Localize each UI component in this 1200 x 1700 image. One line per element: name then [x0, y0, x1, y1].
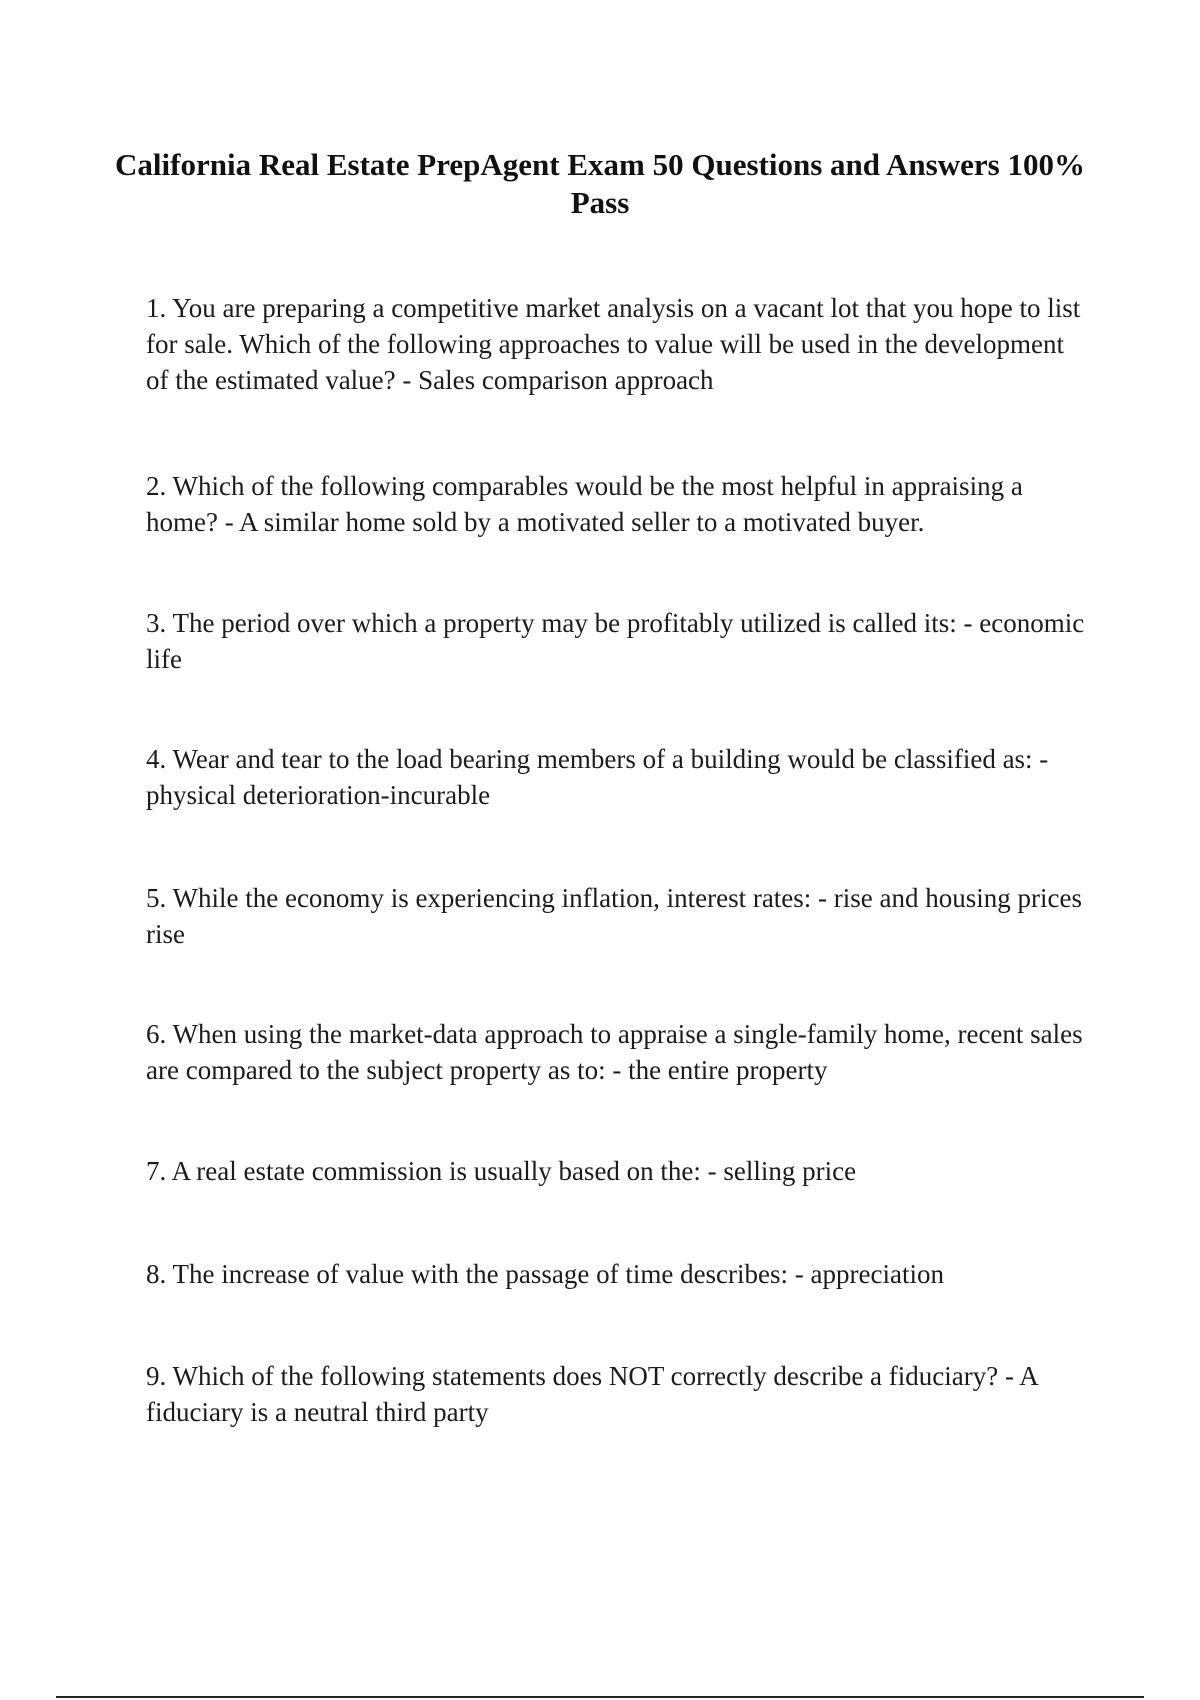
question-item-8: 8. The increase of value with the passage of time describes: - appreciation	[146, 1259, 944, 1289]
question-item-1: 1. You are preparing a competitive market analysis on a vacant lot that you hope to list for sale. Which of the following approaches to value will be used in the development of the estimated value? - Sales comparison approach	[146, 293, 1081, 395]
question-item-9: 9. Which of the following statements does NOT correctly describe a fiduciary? - A fiduciary is a neutral third party	[146, 1361, 1038, 1427]
question-item-7: 7. A real estate commission is usually based on the: - selling price	[146, 1156, 857, 1186]
question-item-3: 3. The period over which a property may be profitably utilized is called its: - economic life	[146, 608, 1085, 674]
question-item-4: 4. Wear and tear to the load bearing members of a building would be classified as: - physical deterioration-incurable	[146, 744, 1049, 810]
question-item-2: 2. Which of the following comparables would be the most helpful in appraising a home? - A similar home sold by a motivated seller to a motivated buyer.	[146, 471, 1023, 537]
question-item-6: 6. When using the market-data approach to appraise a single-family home, recent sales are compared to the subject property as to: - the entire property	[146, 1019, 1083, 1085]
document-title: California Real Estate PrepAgent Exam 50 Questions and Answers 100% Pass	[115, 147, 1085, 220]
question-item-5: 5. While the economy is experiencing inflation, interest rates: - rise and housing prices rise	[146, 883, 1082, 949]
footer-divider	[56, 1696, 1144, 1698]
